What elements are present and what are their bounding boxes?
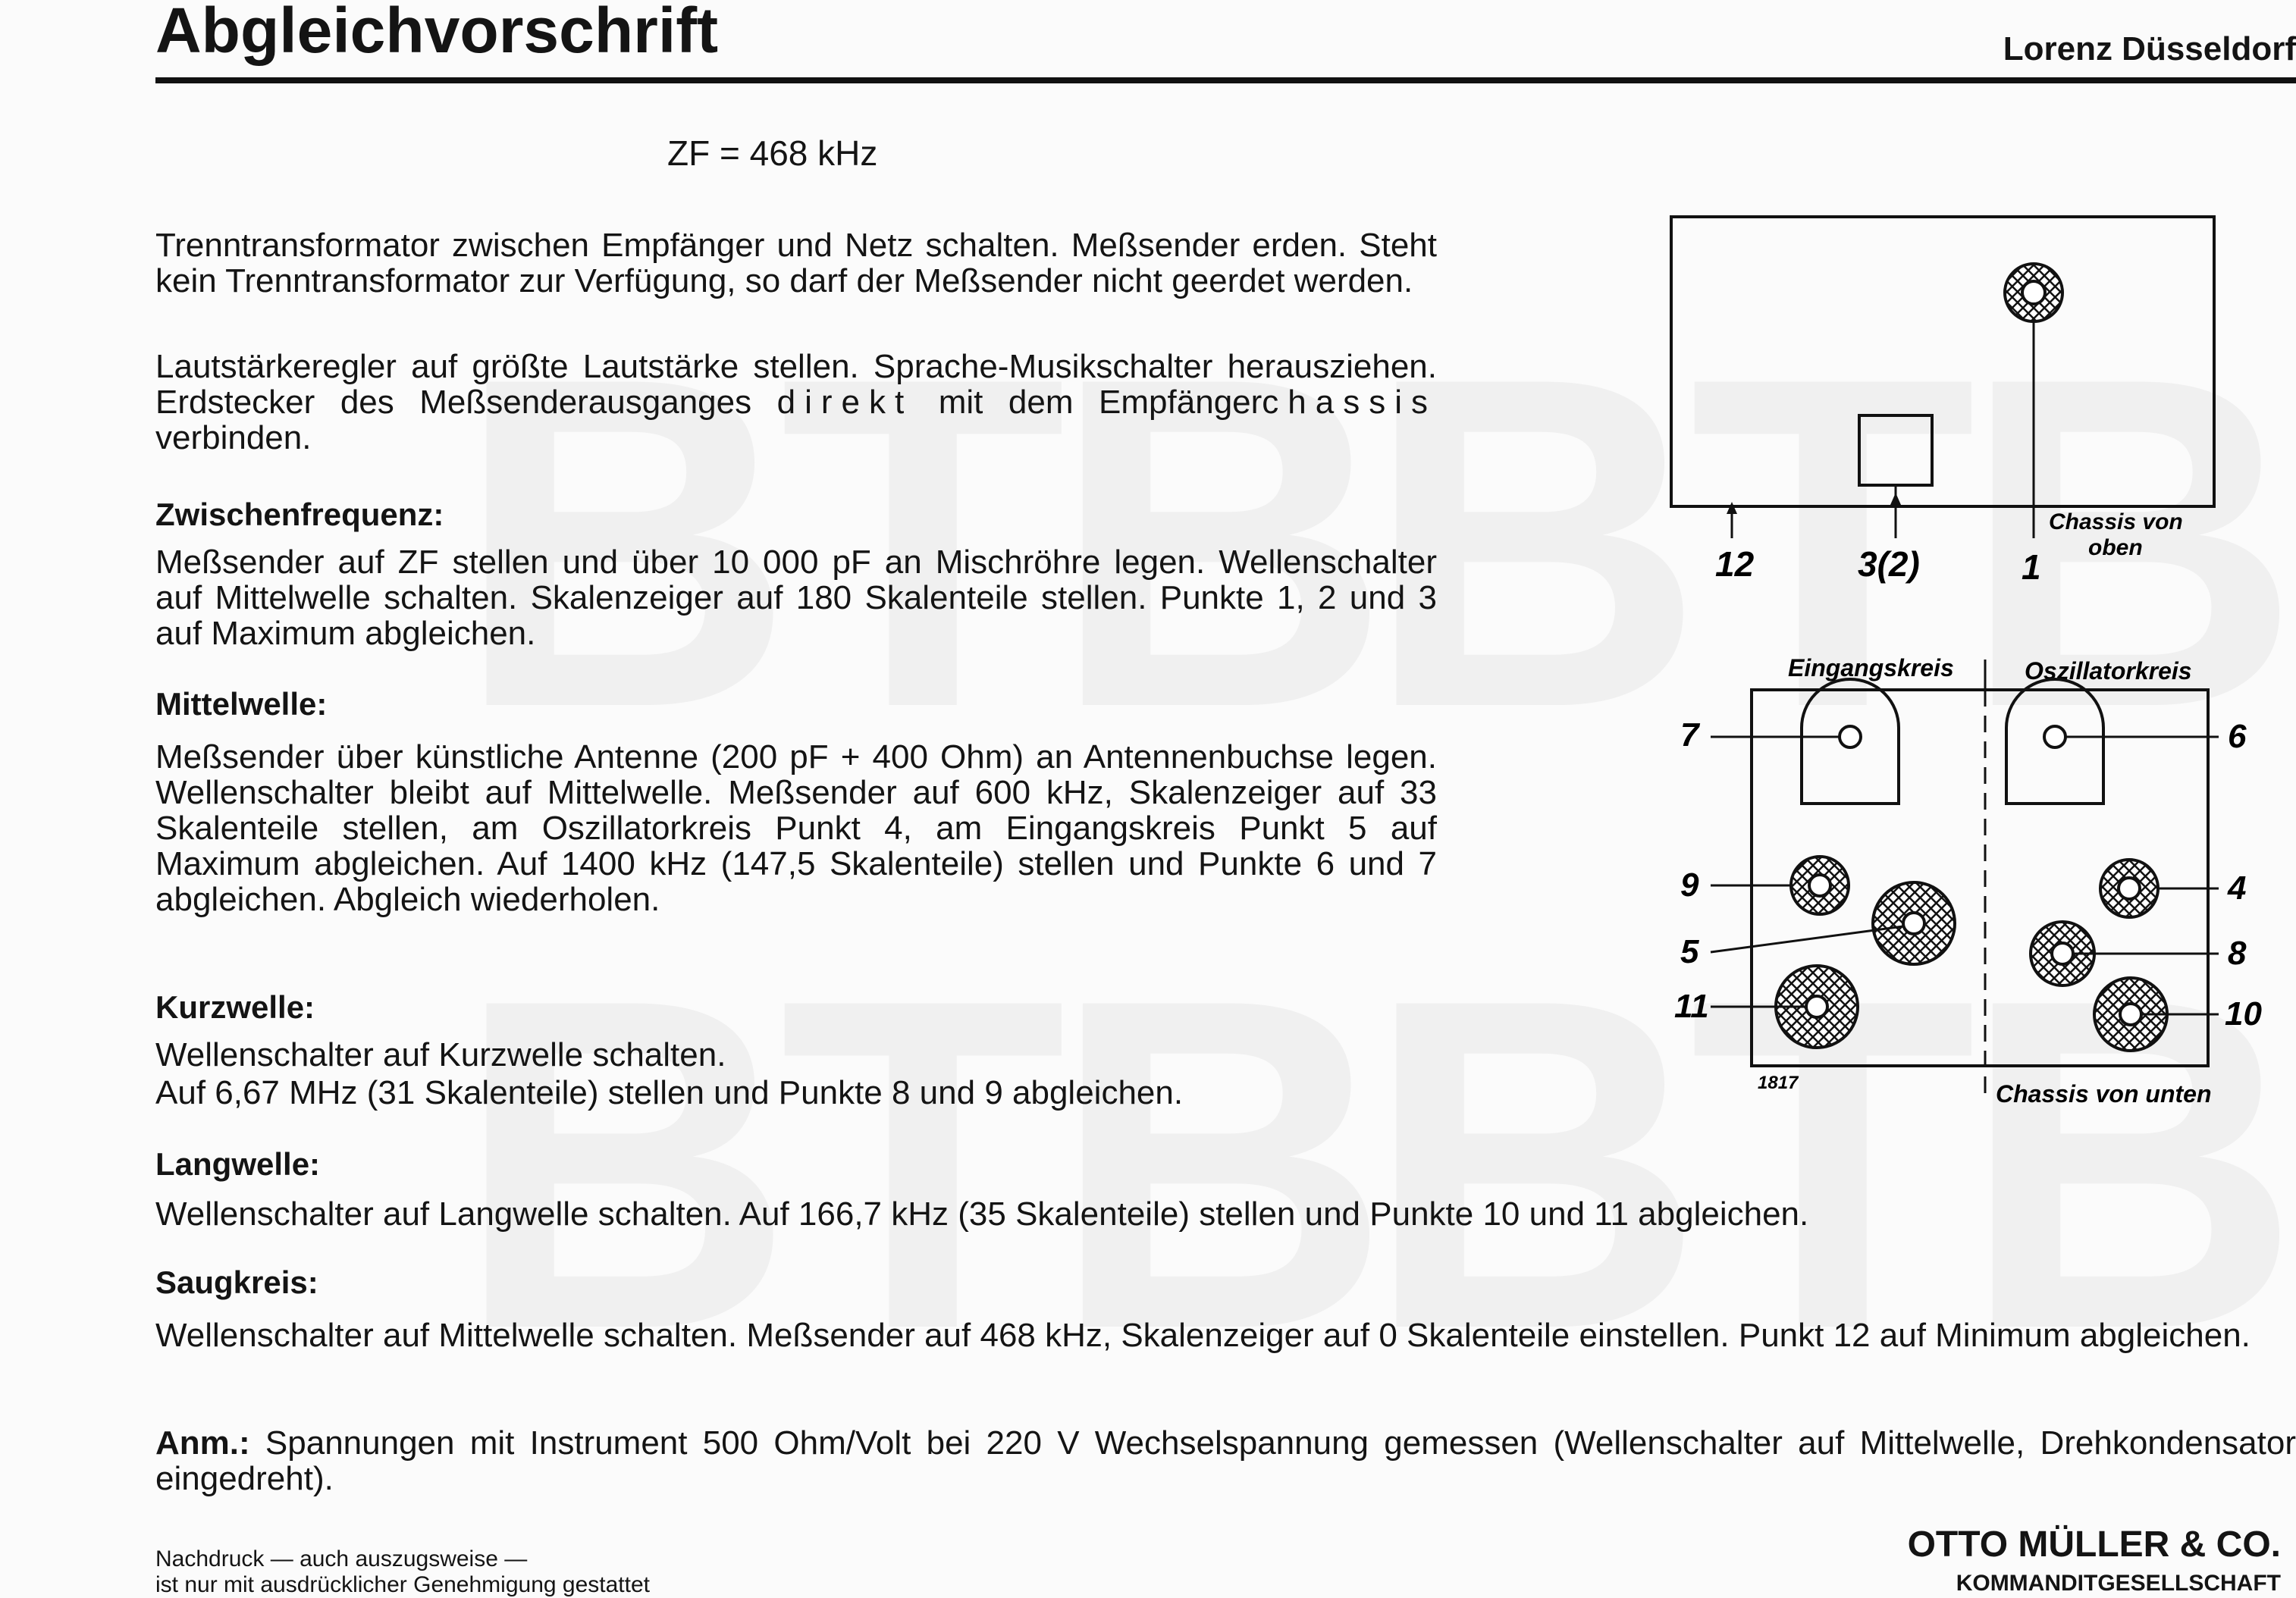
section-text-zf: Meßsender auf ZF stellen und über 10 000 pF an Mischröhre legen. Wellenschalter auf Mittelwelle schalten. Skalenzeiger auf 180 Skalenteile stellen. Punkte 1, 2 und 3 auf Maximum abgleichen. (155, 544, 1437, 652)
note-paragraph (155, 1425, 2296, 1496)
trimmer-square-3 (1859, 415, 1932, 485)
header-rule (155, 77, 2296, 83)
trimmer-point-5-core (1903, 913, 1924, 934)
reprint-note (155, 1546, 650, 1598)
label-12: 12 (1715, 544, 1755, 584)
page-title: Abgleichvorschrift (155, 0, 719, 66)
chassis-top-outline (1671, 217, 2214, 506)
brand-label: Lorenz Düsseldorf (2003, 30, 2296, 67)
leader-line-5 (1711, 926, 1903, 952)
reprint-note-line2: ist nur mit ausdrücklicher Genehmigung gestattet (155, 1572, 650, 1597)
label-4: 4 (2228, 870, 2247, 907)
coil-7-core (1840, 726, 1861, 747)
section-text-lw: Wellenschalter auf Langwelle schalten. Auf 166,7 kHz (35 Skalenteile) stellen und Punkte 10 und 11 abgleichen. (155, 1195, 1809, 1233)
trimmer-point-1-core (2022, 281, 2045, 304)
section-text-mw: Meßsender über künstliche Antenne (200 pF + 400 Ohm) an Antennenbuchse legen. Wellenschalter bleibt auf Mittelwelle. Meßsender auf 600 kHz, Skalenzeiger auf 33 Skalenteile stellen, am Oszillatorkreis Punkt 4, am Eingangskreis Punkt 5 auf Maximum abgleichen. Auf 1400 kHz (147,5 Skalenteile) stellen und Punkte 6 und 7 abgleichen. Abgleich wiederholen. (155, 738, 1437, 918)
caption-top-2: oben (2088, 535, 2143, 560)
volume-text-3: verbinden. (155, 419, 312, 456)
label-7: 7 (1680, 716, 1699, 754)
trimmer-point-11-core (1806, 996, 1827, 1017)
section-heading-mw: Mittelwelle: (155, 686, 328, 722)
section-heading-zf: Zwischenfrequenz: (155, 497, 444, 532)
label-10: 10 (2225, 995, 2262, 1032)
emphasis-chassis: chassis (1262, 384, 1438, 421)
title-oszillatorkreis: Oszillatorkreis (2025, 657, 2192, 685)
diagram-code: 1817 (1758, 1073, 1799, 1093)
section-text-saugkreis: Wellenschalter auf Mittelwelle schalten. Meßsender auf 468 kHz, Skalenzeiger auf 0 Skalenteile einstellen. Punkt 12 auf Minimum abgleichen. (155, 1317, 2251, 1354)
coil-6-core (2044, 726, 2065, 747)
company-name: OTTO MÜLLER & CO. (1907, 1524, 2281, 1565)
trimmer-point-10-core (2120, 1004, 2141, 1025)
label-11: 11 (1674, 988, 1709, 1025)
section-text-kw-2: Auf 6,67 MHz (31 Skalenteile) stellen und Punkte 8 und 9 abgleichen. (155, 1074, 1184, 1111)
label-6: 6 (2228, 718, 2247, 755)
reprint-note-line1: Nachdruck — auch auszugsweise — (155, 1546, 528, 1571)
caption-bottom: Chassis von unten (1996, 1080, 2212, 1108)
title-eingangskreis: Eingangskreis (1788, 654, 1954, 682)
emphasis-direkt: direkt (776, 384, 914, 421)
caption-top-1: Chassis von (2049, 509, 2183, 534)
company-subtitle: KOMMANDITGESELLSCHAFT (1956, 1571, 2281, 1596)
section-heading-lw: Langwelle: (155, 1146, 321, 1182)
volume-paragraph (155, 349, 1437, 456)
label-5: 5 (1680, 933, 1699, 970)
label-8: 8 (2228, 935, 2247, 972)
trimmer-point-8-core (2052, 943, 2073, 964)
label-9: 9 (1680, 866, 1699, 904)
note-text: Spannungen mit Instrument 500 Ohm/Volt bei 220 V Wechselspannung gemessen (Wellenschalter auf Mittelwelle, Drehkondensator eingedreht). (155, 1424, 2296, 1497)
intro-paragraph: Trenntransformator zwischen Empfänger und Netz schalten. Meßsender erden. Steht kein Trenntransformator zur Verfügung, so darf der Meßsender nicht geerdet werden. (155, 227, 1437, 299)
chassis-bottom-diagram (1668, 644, 2267, 1114)
volume-text-2: mit dem Empfänger (913, 384, 1262, 421)
volume-text: Lautstärkeregler auf größte Lautstärke stellen. Sprache-Musikschalter herausziehen. Erdstecker des Meßsenderausganges (155, 348, 1437, 421)
section-heading-saugkreis: Saugkreis: (155, 1264, 318, 1300)
zf-value: ZF = 468 kHz (667, 133, 878, 173)
label-3-2: 3(2) (1858, 544, 1920, 584)
trimmer-point-4-core (2119, 878, 2140, 899)
note-label: Anm.: (155, 1424, 250, 1462)
section-heading-kw: Kurzwelle: (155, 989, 315, 1025)
trimmer-point-9-core (1809, 875, 1830, 896)
section-text-kw-1: Wellenschalter auf Kurzwelle schalten. (155, 1036, 726, 1073)
arrow-3 (1890, 493, 1901, 505)
chassis-top-diagram (1653, 205, 2229, 599)
label-1: 1 (2022, 547, 2041, 587)
